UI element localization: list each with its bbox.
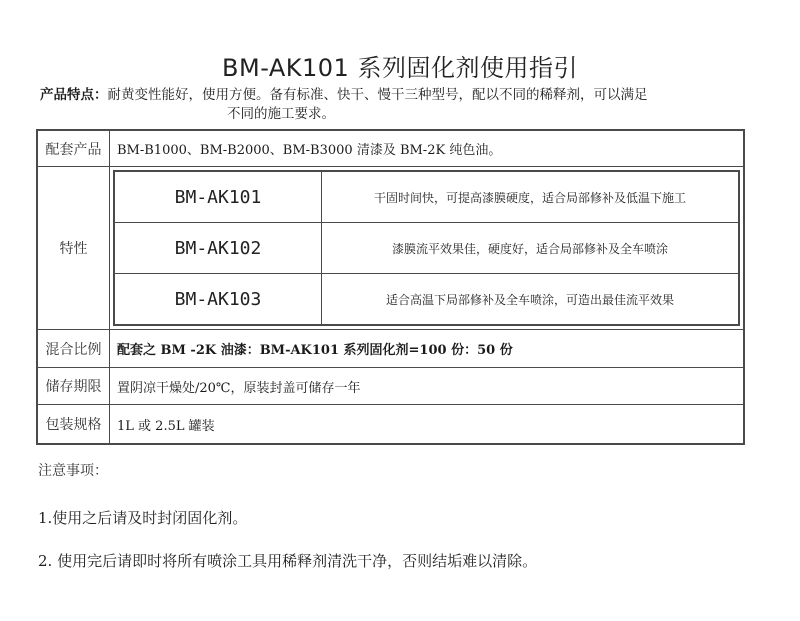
table-row-packaging: [37, 405, 744, 445]
model-desc: 干固时间快，可提高漆膜硬度，适合局部修补及低温下施工: [322, 171, 740, 223]
mix-ratio-label: 混合比例: [37, 330, 110, 368]
note-item: 1.使用之后请及时封闭固化剂。: [38, 509, 248, 527]
features-text-1: 耐黄变性能好，使用方便。备有标准、快干、慢干三种型号，配以不同的稀释剂，可以满足: [107, 87, 648, 103]
products-value: BM-B1000、BM-B2000、BM-B3000 清漆及 BM-2K 纯色油。: [110, 130, 745, 167]
packaging-label: 包装规格: [37, 405, 110, 445]
model-name: BM-AK102: [114, 223, 322, 274]
storage-label: 储存期限: [37, 368, 110, 405]
model-desc: 适合高温下局部修补及全车喷涂，可造出最佳流平效果: [322, 274, 740, 326]
table-row-storage: [37, 368, 744, 405]
storage-value: 置阴凉干燥处/20℃，原装封盖可储存一年: [110, 368, 745, 405]
products-label: 配套产品: [37, 130, 110, 167]
product-features: [40, 86, 775, 124]
features-line-1: [40, 86, 775, 105]
table-row: [114, 171, 739, 223]
features-label: 产品特点：: [40, 87, 108, 103]
table-row: [114, 274, 739, 326]
packaging-value: 1L 或 2.5L 罐装: [110, 405, 745, 445]
features-text-2: 不同的施工要求。: [227, 106, 335, 122]
table-row-characteristics: [37, 167, 744, 330]
spec-table: [36, 129, 745, 445]
characteristics-label: 特性: [37, 167, 110, 330]
table-row-mix-ratio: [37, 330, 744, 368]
notes-title: 注意事项：: [38, 463, 108, 479]
mix-ratio-value: 配套之 BM -2K 油漆：BM-AK101 系列固化剂=100 份：50 份: [110, 330, 745, 368]
table-row: [114, 223, 739, 274]
model-name: BM-AK101: [114, 171, 322, 223]
page-title: BM-AK101 系列固化剂使用指引: [222, 54, 578, 82]
characteristics-table: [113, 170, 740, 326]
characteristics-cell: [110, 167, 745, 330]
model-desc: 漆膜流平效果佳，硬度好，适合局部修补及全车喷涂: [322, 223, 740, 274]
model-name: BM-AK103: [114, 274, 322, 326]
table-row-products: [37, 130, 744, 167]
note-item: 2. 使用完后请即时将所有喷涂工具用稀释剂清洗干净，否则结垢难以清除。: [38, 552, 538, 570]
